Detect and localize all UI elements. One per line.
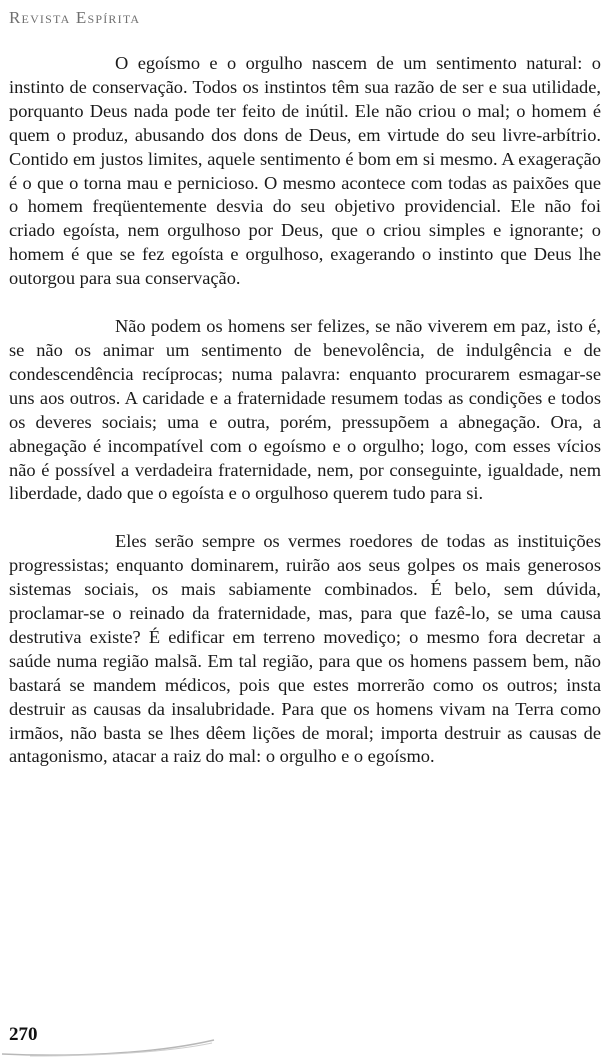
paragraph-1: O egoísmo e o orgulho nascem de um sentimento natural: o instinto de conservação. Todos os instintos têm sua razão de ser e sua utilidade, porquanto Deus nada pode ter feito de inútil. Ele não criou o mal; o homem é quem o produz, abusando dos dons de Deus, em virtude do seu livre-arbítrio. Contido em justos limites, aquele sentimento é bom em si mesmo. A exageração é o que o torna mau e pernicioso. O mesmo acontece com todas as paixões que o homem freqüentemente desvia do seu objetivo providencial. Ele não foi criado egoísta, nem orgulhoso por Deus, que o criou simples e ignorante; o homem é que se fez egoísta e orgulhoso, exagerando o instinto que Deus lhe outorgou para sua conservação. [9,53,601,289]
body-text [9,52,601,769]
running-header-title: Revista Espírita [9,8,141,27]
paragraph-3: Eles serão sempre os vermes roedores de todas as instituições progressistas; enquanto dominarem, ruirão aos seus golpes os mais generosos sistemas sociais, os mais sabiamente combinados. É belo, sem dúvida, proclamar-se o reinado da fraternidade, mas, para que fazê-lo, se uma causa destrutiva existe? É edificar em terreno movediço; o mesmo fora decretar a saúde numa região malsã. Em tal região, para que os homens passem bem, não bastará se mandem médicos, pois que estes morrerão como os outros; insta destruir as causas da insalubridade. Para que os homens vivam na Terra como irmãos, não basta se lhes dêem lições de moral; importa destruir as causas de antagonismo, atacar a raiz do mal: o orgulho e o egoísmo. [9,531,601,767]
page-number: 270 [9,1024,38,1045]
paragraph-2: Não podem os homens ser felizes, se não viverem em paz, isto é, se não os animar um sentimento de benevolência, de indulgência e de condescendência recíprocas; numa palavra: enquanto procurarem esmagar-se uns aos outros. A caridade e a fraternidade resumem todas as condições e todos os deveres sociais; uma e outra, porém, pressupõem a abnegação. Ora, a abnegação é incompatível com o egoísmo e o orgulho; logo, com esses vícios não é possível a verdadeira fraternidade, nem, por conseguinte, igualdade, nem liberdade, dado que o egoísta e o orgulhoso querem tudo para si. [9,316,601,504]
